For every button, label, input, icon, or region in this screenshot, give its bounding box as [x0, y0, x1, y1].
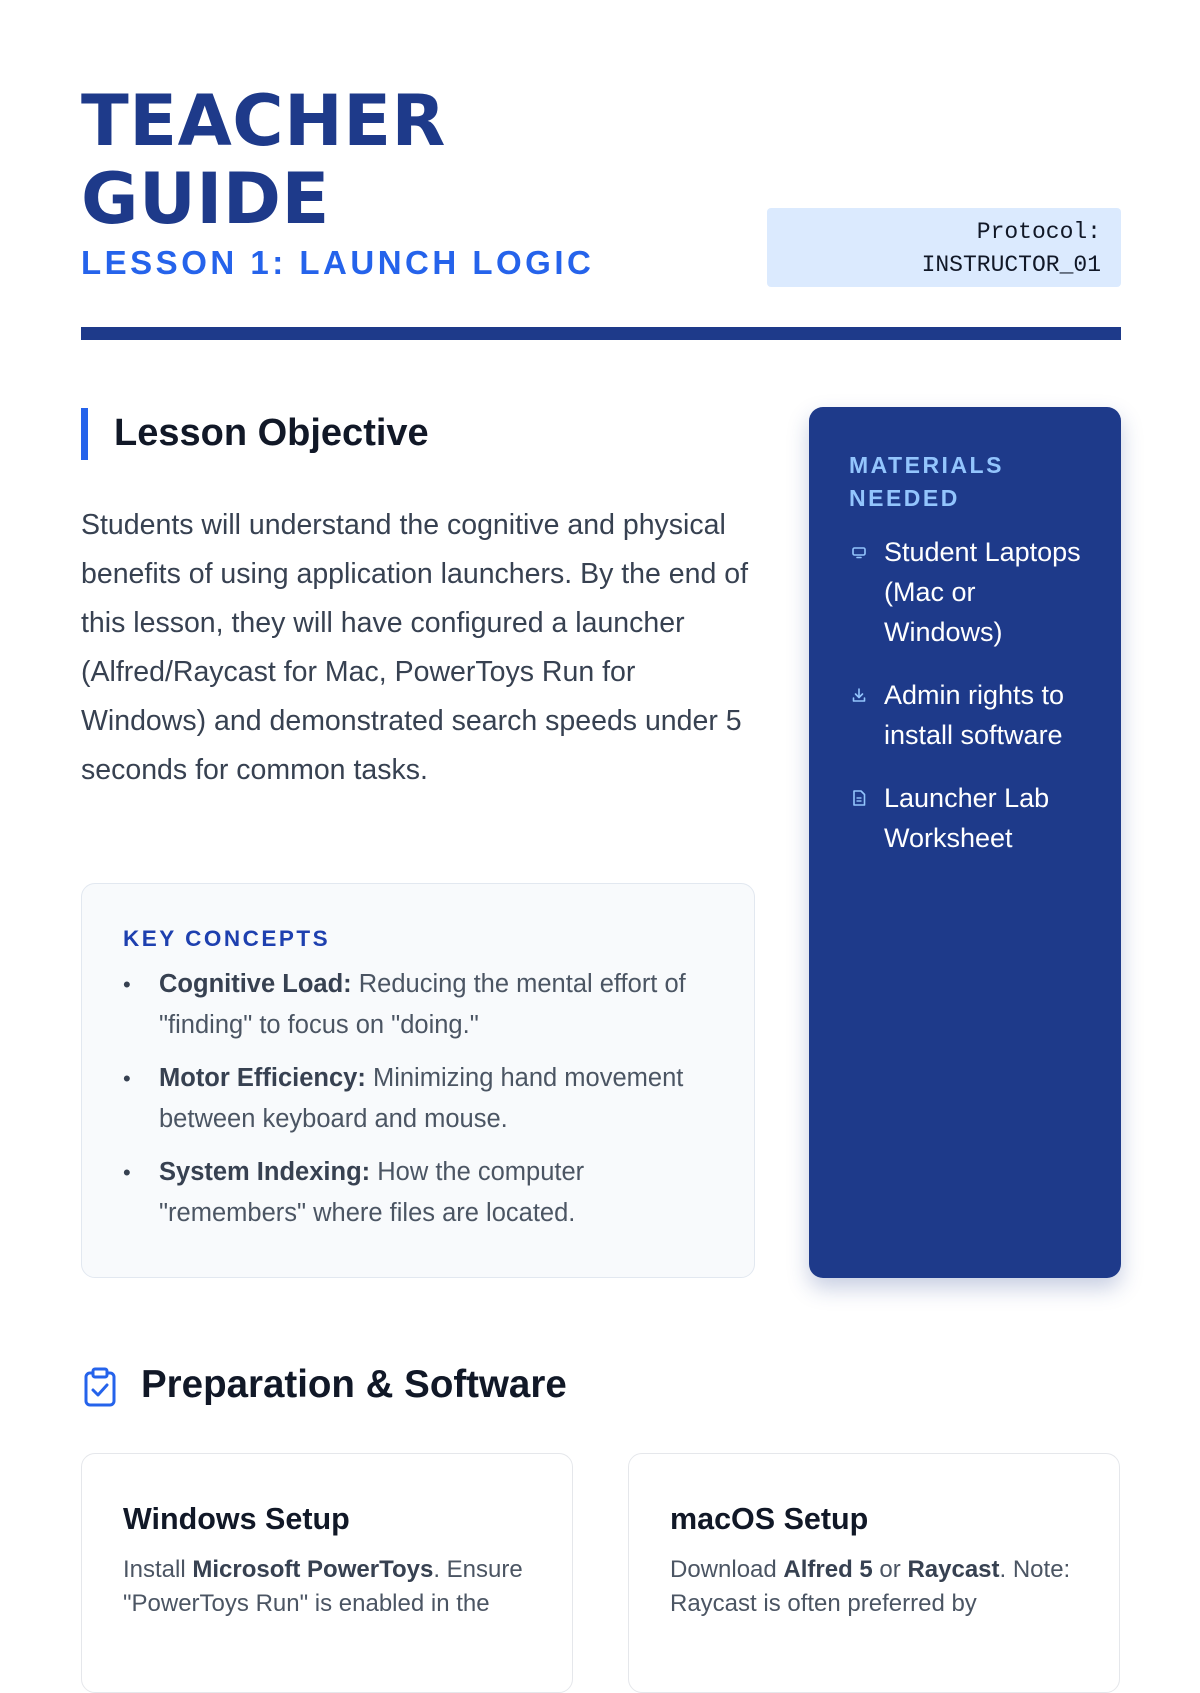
document-icon — [849, 788, 869, 808]
windows-bold-1: Microsoft PowerToys — [192, 1556, 434, 1583]
protocol-label: Protocol: — [976, 219, 1101, 245]
concept-term: System Indexing: — [159, 1158, 371, 1186]
objective-heading: Lesson Objective — [114, 412, 429, 454]
macos-text-2: or — [872, 1556, 908, 1583]
material-label: Launcher Lab Worksheet — [884, 783, 1050, 853]
materials-list — [849, 532, 1091, 858]
key-concepts-list — [123, 964, 714, 1233]
macos-setup-title: macOS Setup — [670, 1502, 869, 1536]
macos-setup-text — [670, 1553, 1079, 1621]
concept-term: Motor Efficiency: — [159, 1064, 366, 1092]
list-item — [849, 675, 1091, 755]
windows-setup-text — [123, 1553, 532, 1621]
objective-accent-bar — [81, 408, 88, 460]
list-item — [123, 1152, 714, 1233]
bullet: • — [123, 1066, 131, 1091]
windows-setup-title: Windows Setup — [123, 1502, 350, 1536]
header-divider — [81, 327, 1121, 340]
bullet: • — [123, 972, 131, 997]
protocol-badge — [767, 208, 1121, 287]
list-item — [123, 964, 714, 1045]
materials-sidebar — [809, 407, 1121, 1278]
windows-text-1: Install — [123, 1556, 193, 1583]
bullet: • — [123, 1160, 131, 1185]
download-icon — [849, 685, 869, 705]
list-item — [849, 778, 1091, 858]
macos-text-1: Download — [670, 1556, 784, 1583]
macos-bold-1: Alfred 5 — [783, 1556, 873, 1583]
list-item — [123, 1058, 714, 1139]
title-line-2: GUIDE — [81, 158, 330, 240]
objective-text: Students will understand the cognitive and physical benefits of using application launchers. By the end of this lesson, they will have configured a launcher (Alfred/Raycast for Mac, PowerToys Run for Windows) and demonstrated search speeds under 5 seconds for common tasks. — [81, 509, 749, 786]
material-label: Admin rights to install software — [884, 680, 1065, 750]
laptop-icon — [849, 542, 869, 562]
title-line-1: TEACHER — [81, 80, 446, 162]
key-concepts-box — [81, 883, 755, 1278]
windows-setup-card — [81, 1453, 573, 1693]
preparation-heading: Preparation & Software — [141, 1363, 567, 1406]
page-title — [81, 82, 446, 238]
key-concepts-title: KEY CONCEPTS — [123, 926, 331, 951]
concept-description: How the computer "remembers" where files are located. — [159, 1158, 585, 1227]
concept-description: Reducing the mental effort of "finding" to focus on "doing." — [159, 970, 686, 1039]
concept-description: Minimizing hand movement between keyboard and mouse. — [159, 1064, 684, 1133]
macos-setup-card — [628, 1453, 1120, 1693]
windows-text-2: . Ensure "PowerToys Run" is enabled in the — [123, 1556, 523, 1617]
teacher-guide-page — [81, 0, 1121, 1617]
protocol-value: INSTRUCTOR_01 — [921, 252, 1101, 278]
macos-text-3: . Note: Raycast is often preferred by — [670, 1556, 1071, 1617]
materials-title: MATERIALS NEEDED — [849, 452, 1004, 511]
concept-term: Cognitive Load: — [159, 970, 352, 998]
clipboard-check-icon — [83, 1367, 117, 1407]
lesson-subtitle: LESSON 1: LAUNCH LOGIC — [81, 244, 595, 281]
material-label: Student Laptops (Mac or Windows) — [884, 537, 1081, 647]
list-item — [849, 532, 1091, 652]
macos-bold-2: Raycast — [907, 1556, 1000, 1583]
